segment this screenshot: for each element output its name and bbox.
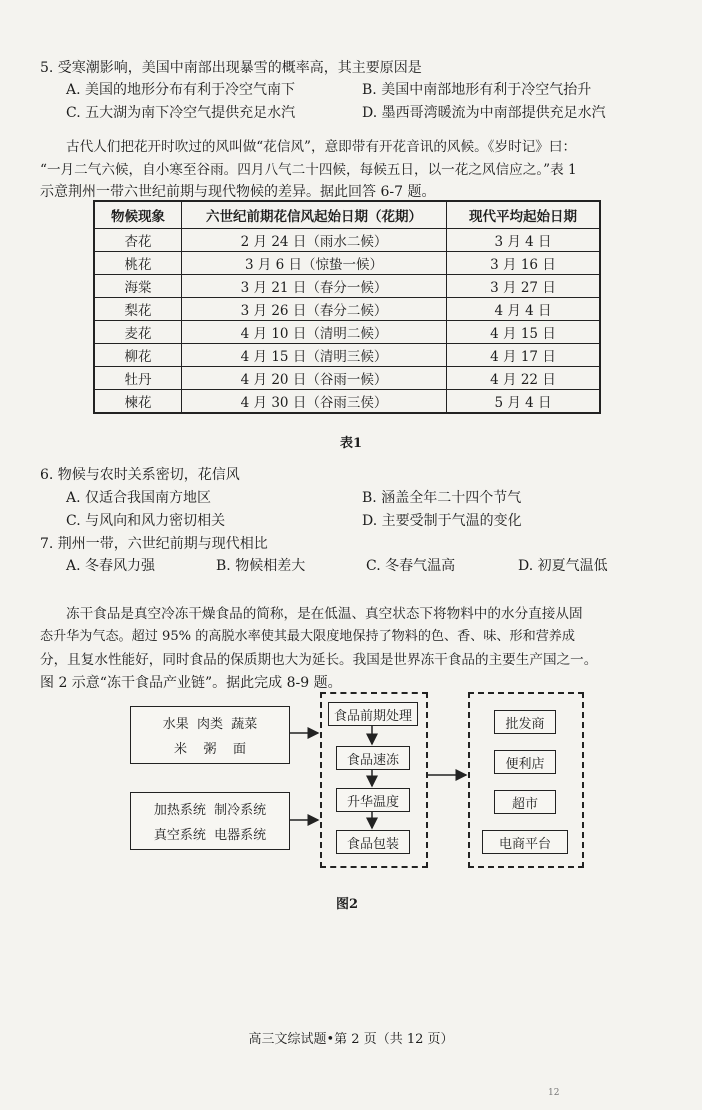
table-cell: 牡丹 xyxy=(94,367,182,390)
table-cell: 4 月 4 日 xyxy=(447,298,601,321)
step-packaging: 食品包装 xyxy=(336,830,410,854)
table-header-cell: 六世纪前期花信风起始日期（花期） xyxy=(182,201,447,229)
table-cell: 4 月 15 日（清明三候） xyxy=(182,344,447,367)
table-row xyxy=(94,298,600,321)
table-header-row xyxy=(94,201,600,229)
systems-line1: 加热系统 制冷系统 xyxy=(153,803,267,818)
table-cell: 杏花 xyxy=(94,229,182,252)
table-cell: 3 月 27 日 xyxy=(447,275,601,298)
intro1-line1: 古代人们把花开时吹过的风叫做“花信风”，意即带有开花音讯的风候。《岁时记》曰： xyxy=(66,139,577,155)
table-row xyxy=(94,275,600,298)
channel-supermarket: 超市 xyxy=(494,790,556,814)
table-cell: 4 月 20 日（谷雨一候） xyxy=(182,367,447,390)
table-cell: 3 月 16 日 xyxy=(447,252,601,275)
table-row xyxy=(94,252,600,275)
q7-option-c[interactable]: C. 冬春气温高 xyxy=(366,558,456,574)
table-cell: 4 月 10 日（清明二候） xyxy=(182,321,447,344)
intro2-line4: 图 2 示意“冻干食品产业链”。据此完成 8-9 题。 xyxy=(40,675,342,691)
table-cell: 柳花 xyxy=(94,344,182,367)
step-quick-freeze: 食品速冻 xyxy=(336,746,410,770)
channel-wholesaler: 批发商 xyxy=(494,710,556,734)
figure-caption: 图2 xyxy=(336,897,359,912)
q6-option-c[interactable]: C. 与风向和风力密切相关 xyxy=(66,513,226,529)
table-cell: 2 月 24 日（雨水二候） xyxy=(182,229,447,252)
table-header-cell: 物候现象 xyxy=(94,201,182,229)
channel-ecommerce: 电商平台 xyxy=(482,830,568,854)
q7-option-a[interactable]: A. 冬春风力强 xyxy=(66,558,156,574)
table-cell: 3 月 21 日（春分一候） xyxy=(182,275,447,298)
raw-materials-box xyxy=(130,706,290,764)
channel-convenience-store: 便利店 xyxy=(494,750,556,774)
table-cell: 4 月 17 日 xyxy=(447,344,601,367)
q5-option-a[interactable]: A. 美国的地形分布有利于冷空气南下 xyxy=(66,82,296,98)
equipment-systems-box xyxy=(130,792,290,850)
raw-materials-line2: 米 粥 面 xyxy=(173,742,247,757)
q7-stem: 7. 荆州一带，六世纪前期与现代相比 xyxy=(40,536,268,552)
q5-option-c[interactable]: C. 五大湖为南下冷空气提供充足水汽 xyxy=(66,105,296,121)
q5-option-d[interactable]: D. 墨西哥湾暖流为中南部提供充足水汽 xyxy=(362,105,606,121)
table-cell: 5 月 4 日 xyxy=(447,390,601,414)
q6-option-b[interactable]: B. 涵盖全年二十四个节气 xyxy=(362,490,522,506)
table-caption: 表1 xyxy=(340,436,363,451)
q6-option-a[interactable]: A. 仅适合我国南方地区 xyxy=(66,490,212,506)
phenology-table xyxy=(93,200,601,414)
table-cell: 海棠 xyxy=(94,275,182,298)
q7-option-b[interactable]: B. 物候相差大 xyxy=(216,558,306,574)
table-row xyxy=(94,390,600,414)
q6-option-d[interactable]: D. 主要受制于气温的变化 xyxy=(362,513,522,529)
table-row xyxy=(94,321,600,344)
q6-stem: 6. 物候与农时关系密切，花信风 xyxy=(40,467,240,483)
page-footer: 高三文综试题•第 2 页（共 12 页） xyxy=(248,1032,454,1047)
intro1-line3: 示意荆州一带六世纪前期与现代物候的差异。据此回答 6-7 题。 xyxy=(40,184,436,200)
intro2-line2: 态升华为气态。超过 95% 的高脱水率使其最大限度地保持了物料的色、香、味、形和营养成 xyxy=(40,629,575,644)
q5-option-b[interactable]: B. 美国中南部地形有利于冷空气抬升 xyxy=(362,82,592,98)
table-row xyxy=(94,229,600,252)
table-cell: 4 月 30 日（谷雨三侯） xyxy=(182,390,447,414)
q7-option-d[interactable]: D. 初夏气温低 xyxy=(518,558,608,574)
q5-stem: 5. 受寒潮影响，美国中南部出现暴雪的概率高，其主要原因是 xyxy=(40,60,422,76)
intro2-line3: 分，且复水性能好，同时食品的保质期也大为延长。我国是世界冻干食品的主要生产国之一。 xyxy=(40,652,598,668)
table-cell: 4 月 22 日 xyxy=(447,367,601,390)
table-cell: 麦花 xyxy=(94,321,182,344)
table-row xyxy=(94,344,600,367)
table-cell: 梨花 xyxy=(94,298,182,321)
table-cell: 楝花 xyxy=(94,390,182,414)
step-pretreatment: 食品前期处理 xyxy=(328,702,418,726)
table-cell: 3 月 26 日（春分二候） xyxy=(182,298,447,321)
table-header-cell: 现代平均起始日期 xyxy=(447,201,601,229)
systems-line2: 真空系统 电器系统 xyxy=(153,828,267,843)
table-cell: 3 月 6 日（惊蛰一候） xyxy=(182,252,447,275)
step-sublimation: 升华温度 xyxy=(336,788,410,812)
table-cell: 4 月 15 日 xyxy=(447,321,601,344)
table-cell: 桃花 xyxy=(94,252,182,275)
table-cell: 3 月 4 日 xyxy=(447,229,601,252)
intro1-line2: “一月二气六候，自小寒至谷雨。四月八气二十四候，每候五日，以一花之风信应之。”表 1 xyxy=(40,162,577,178)
corner-mark: 12 xyxy=(548,1088,560,1098)
table-row xyxy=(94,367,600,390)
raw-materials-line1: 水果 肉类 蔬菜 xyxy=(162,717,258,732)
intro2-line1: 冻干食品是真空冷冻干燥食品的简称，是在低温、真空状态下将物料中的水分直接从固 xyxy=(66,606,583,622)
